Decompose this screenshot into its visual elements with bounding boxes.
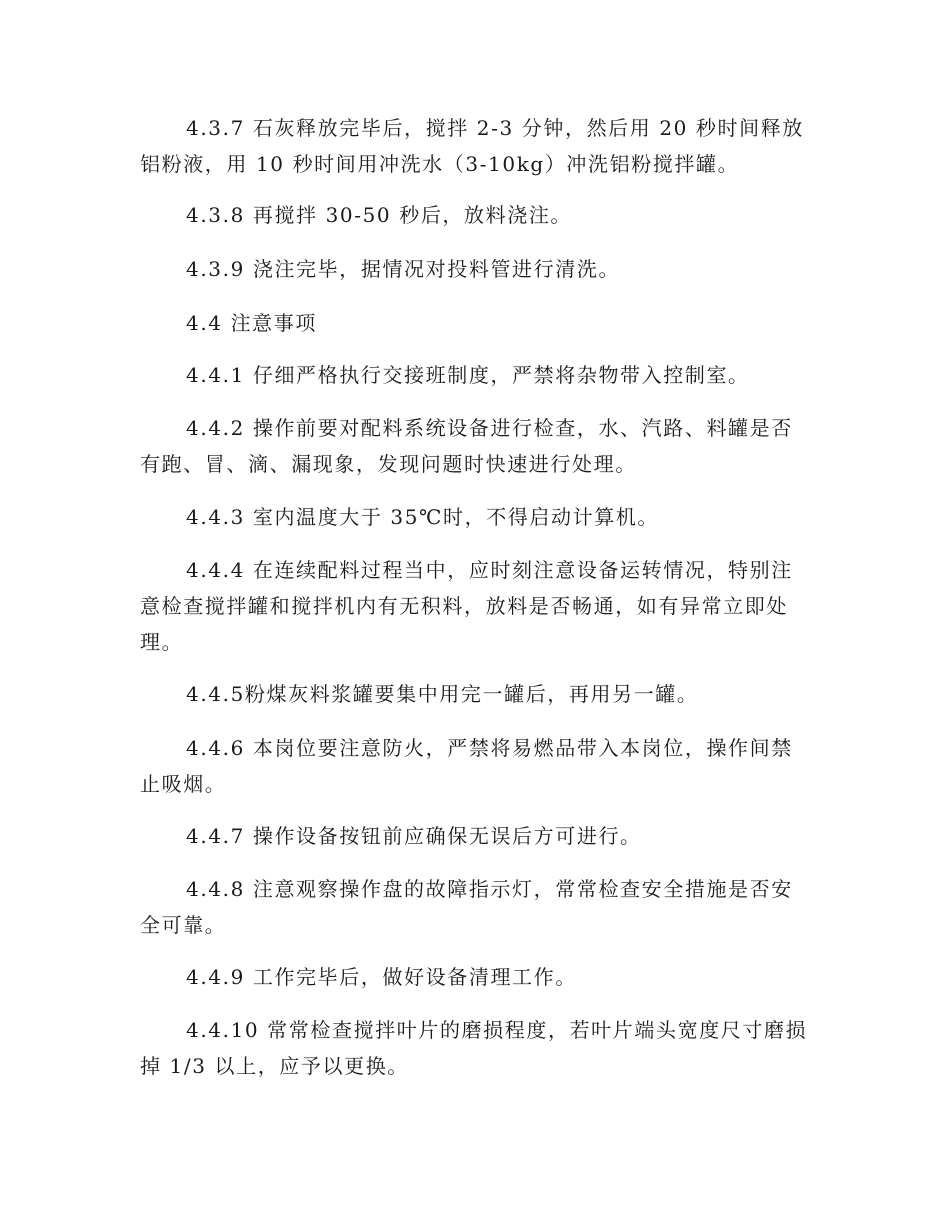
paragraph-4-4-6: 4.4.6 本岗位要注意防火，严禁将易燃品带入本岗位，操作间禁止吸烟。	[140, 736, 793, 796]
paragraph-4-4-8: 4.4.8 注意观察操作盘的故障指示灯，常常检查安全措施是否安全可靠。	[140, 877, 793, 937]
paragraph-4-4-7: 4.4.7 操作设备按钮前应确保无误后方可进行。	[186, 824, 642, 848]
section-heading-4-4: 4.4 注意事项	[186, 311, 317, 335]
paragraph-4-4-10: 4.4.10 常常检查搅拌叶片的磨损程度，若叶片端头宽度尺寸磨损掉 1/3 以上，应予以更换。	[140, 1018, 808, 1078]
paragraph-4-4-9: 4.4.9 工作完毕后，做好设备清理工作。	[186, 965, 577, 989]
paragraph-4-3-7: 4.3.7 石灰释放完毕后，搅拌 2-3 分钟，然后用 20 秒时间释放铝粉液，用 10 秒时间用冲洗水（3-10kg）冲洗铝粉搅拌罐。	[140, 116, 804, 176]
paragraph-4-4-1: 4.4.1 仔细严格执行交接班制度，严禁将杂物带入控制室。	[186, 363, 750, 387]
paragraph-4-3-9: 4.3.9 浇注完毕，据情况对投料管进行清洗。	[186, 257, 621, 281]
paragraph-4-4-3: 4.4.3 室内温度大于 35℃时，不得启动计算机。	[186, 505, 660, 529]
paragraph-4-4-4: 4.4.4 在连续配料过程当中，应时刻注意设备运转情况，特别注意检查搅拌罐和搅拌机内有无积料，放料是否畅通，如有异常立即处理。	[140, 558, 793, 654]
paragraph-4-4-5: 4.4.5粉煤灰料浆罐要集中用完一罐后，再用另一罐。	[186, 682, 699, 706]
paragraph-4-4-2: 4.4.2 操作前要对配料系统设备进行检查，水、汽路、料罐是否有跑、冒、滴、漏现象，发现问题时快速进行处理。	[140, 416, 793, 476]
paragraph-4-3-8: 4.3.8 再搅拌 30-50 秒后，放料浇注。	[186, 203, 573, 227]
